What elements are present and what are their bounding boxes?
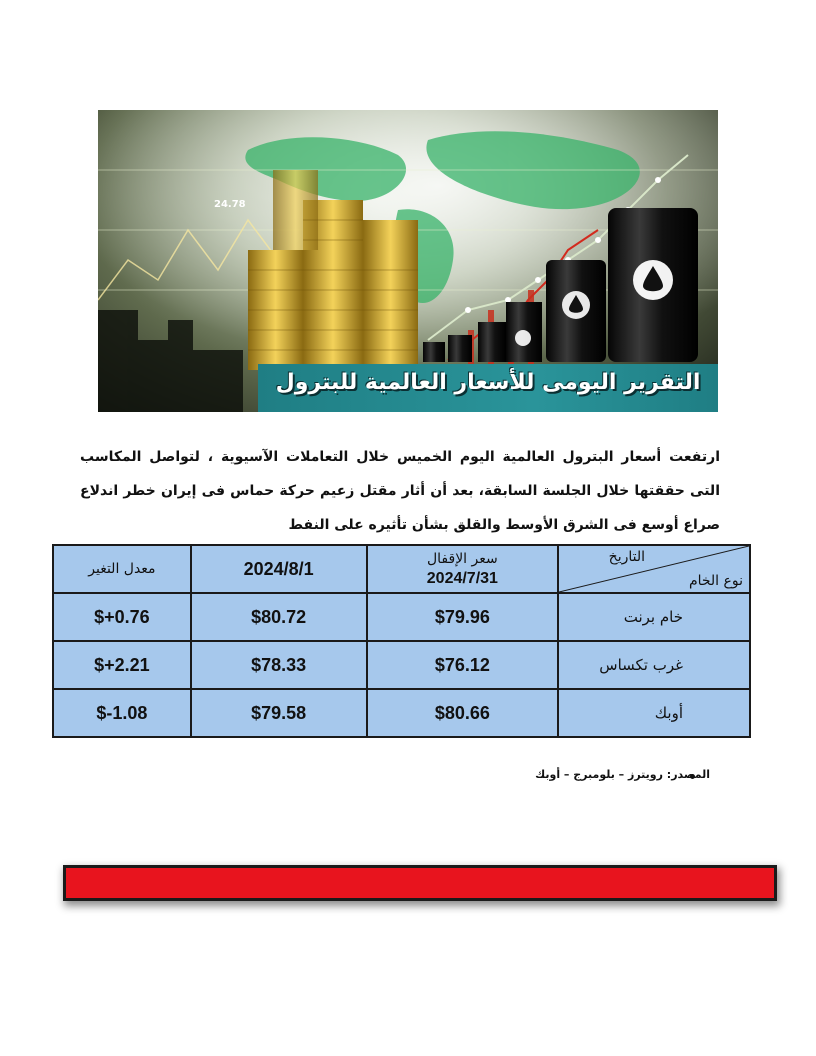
close-price-value: $80.66 xyxy=(434,702,490,723)
crude-name: خام برنت xyxy=(558,593,750,641)
today-price xyxy=(191,593,367,641)
today-price xyxy=(191,689,367,737)
corner-header-cell xyxy=(558,545,750,593)
date2-header xyxy=(191,545,367,593)
banner-price-tag: 24.78 xyxy=(214,199,246,210)
date2: 2024/8/1 xyxy=(243,558,314,579)
today-price-value: $79.58 xyxy=(251,702,307,723)
close-price-header xyxy=(367,545,559,593)
close-price xyxy=(367,689,559,737)
change-header: معدل التغير xyxy=(53,545,191,593)
corner-date-label: التاريخ xyxy=(608,549,645,565)
change-value xyxy=(53,689,191,737)
corner-crude-type-label: نوع الخام xyxy=(688,573,743,589)
today-price xyxy=(191,641,367,689)
close-date: 2024/7/31 xyxy=(426,570,498,587)
crude-name: أوبك xyxy=(558,689,750,737)
table-row xyxy=(53,593,750,641)
change-value-text: $-1.08 xyxy=(96,702,148,723)
price-table xyxy=(52,544,751,738)
banner-title-band xyxy=(258,364,718,412)
today-price-value: $78.33 xyxy=(251,654,307,675)
banner-image xyxy=(98,110,718,412)
table-row xyxy=(53,689,750,737)
table-header-row xyxy=(53,545,750,593)
table-row xyxy=(53,641,750,689)
change-value xyxy=(53,593,191,641)
source-note: المصدر: رويترز – بلومبرج – أوبك xyxy=(535,768,710,781)
banner-title: التقرير اليومى للأسعار العالمية للبترول xyxy=(275,370,701,395)
intro-paragraph: ارتفعت أسعار البترول العالمية اليوم الخميس خلال التعاملات الآسيوية ، لتواصل المكاسب التى حققتها خلال الجلسة السابقة، بعد أن أثار مقتل زعيم حركة حماس فى إيران خطر اندلاع صراع أوسع فى الشرق الأوسط والقلق بشأن تأثيره على النفط xyxy=(80,449,720,533)
close-price-value: $76.12 xyxy=(434,654,490,675)
close-price-label: سعر الإقفال xyxy=(426,551,498,567)
change-value-text: $+2.21 xyxy=(94,654,150,675)
crude-name: غرب تكساس xyxy=(558,641,750,689)
change-value-text: $+0.76 xyxy=(94,606,150,627)
change-value xyxy=(53,641,191,689)
close-price-value: $79.96 xyxy=(434,606,490,627)
close-price xyxy=(367,641,559,689)
close-price xyxy=(367,593,559,641)
red-divider-bar xyxy=(66,868,774,898)
today-price-value: $80.72 xyxy=(251,606,307,627)
